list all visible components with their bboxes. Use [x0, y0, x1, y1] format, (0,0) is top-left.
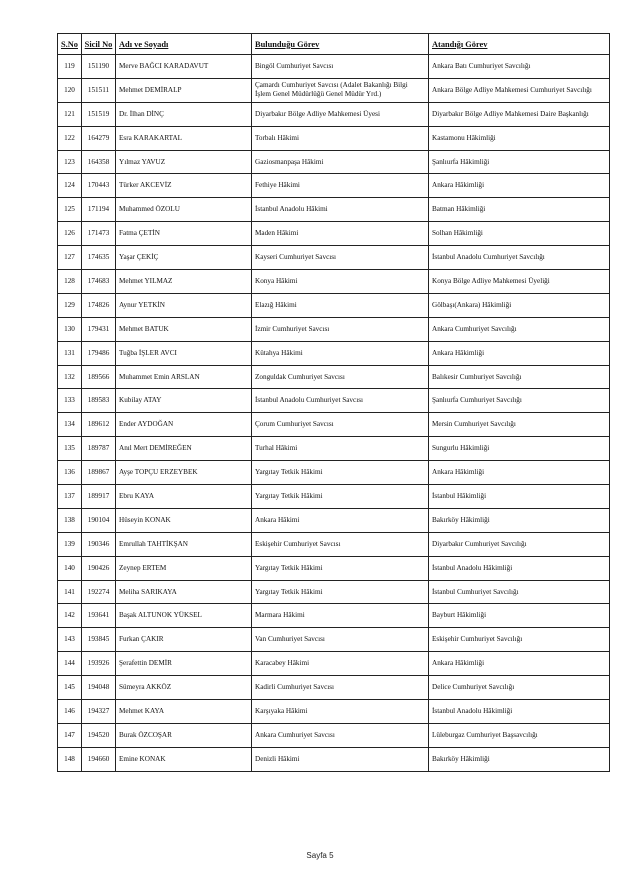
cell-sno: 134	[58, 413, 82, 437]
cell-assigned-post: İstanbul Anadolu Hâkimliği	[429, 700, 610, 724]
cell-current-post: Ankara Hâkimi	[252, 508, 429, 532]
table-row	[58, 293, 610, 317]
cell-assigned-post: Eskişehir Cumhuriyet Savcılığı	[429, 628, 610, 652]
table-row	[58, 365, 610, 389]
cell-current-post: Yargıtay Tetkik Hâkimi	[252, 485, 429, 509]
cell-name: Merve BAĞCI KARADAVUT	[116, 55, 252, 79]
cell-name: Ender AYDOĞAN	[116, 413, 252, 437]
cell-sno: 123	[58, 150, 82, 174]
cell-name: Yaşar ÇEKİÇ	[116, 246, 252, 270]
cell-sicil: 151511	[82, 78, 116, 102]
cell-sno: 147	[58, 723, 82, 747]
cell-current-post: Ankara Cumhuriyet Savcısı	[252, 723, 429, 747]
cell-sicil: 164279	[82, 126, 116, 150]
cell-current-post: Yargıtay Tetkik Hâkimi	[252, 580, 429, 604]
cell-sno: 145	[58, 676, 82, 700]
cell-name: Anıl Mert DEMİREĞEN	[116, 437, 252, 461]
cell-sicil: 194327	[82, 700, 116, 724]
table-body	[58, 55, 610, 772]
cell-sicil: 192274	[82, 580, 116, 604]
table-row	[58, 437, 610, 461]
cell-sno: 135	[58, 437, 82, 461]
cell-sno: 122	[58, 126, 82, 150]
cell-sno: 144	[58, 652, 82, 676]
table-row	[58, 174, 610, 198]
cell-sicil: 179486	[82, 341, 116, 365]
cell-name: Kubilay ATAY	[116, 389, 252, 413]
cell-current-post: Yargıtay Tetkik Hâkimi	[252, 461, 429, 485]
cell-current-post: Kadirli Cumhuriyet Savcısı	[252, 676, 429, 700]
cell-sicil: 193926	[82, 652, 116, 676]
cell-sno: 129	[58, 293, 82, 317]
cell-name: Fatma ÇETİN	[116, 222, 252, 246]
cell-assigned-post: Diyarbakır Cumhuriyet Savcılığı	[429, 532, 610, 556]
cell-name: Hüseyin KONAK	[116, 508, 252, 532]
cell-current-post: Çorum Cumhuriyet Savcısı	[252, 413, 429, 437]
cell-name: Ayşe TOPÇU ERZEYBEK	[116, 461, 252, 485]
table-row	[58, 485, 610, 509]
cell-sicil: 174635	[82, 246, 116, 270]
table-row	[58, 198, 610, 222]
cell-current-post: Çamardı Cumhuriyet Savcısı (Adalet Bakanlığı Bilgi İşlem Genel Müdürlüğü Genel Müdür Yrd.)	[252, 78, 429, 102]
cell-sicil: 194520	[82, 723, 116, 747]
cell-sno: 137	[58, 485, 82, 509]
cell-current-post: Karacabey Hâkimi	[252, 652, 429, 676]
cell-name: Mehmet KAYA	[116, 700, 252, 724]
cell-name: Zeynep ERTEM	[116, 556, 252, 580]
cell-sno: 127	[58, 246, 82, 270]
header-sicil: Sicil No	[82, 34, 116, 55]
cell-sicil: 189787	[82, 437, 116, 461]
cell-current-post: İzmir Cumhuriyet Savcısı	[252, 317, 429, 341]
table-row	[58, 747, 610, 771]
table-header-row	[58, 34, 610, 55]
table-row	[58, 222, 610, 246]
cell-sno: 128	[58, 270, 82, 294]
cell-assigned-post: Ankara Batı Cumhuriyet Savcılığı	[429, 55, 610, 79]
cell-current-post: İstanbul Anadolu Cumhuriyet Savcısı	[252, 389, 429, 413]
cell-sicil: 190346	[82, 532, 116, 556]
cell-sno: 126	[58, 222, 82, 246]
cell-assigned-post: Ankara Hâkimliği	[429, 341, 610, 365]
cell-name: Emine KONAK	[116, 747, 252, 771]
cell-sicil: 151190	[82, 55, 116, 79]
cell-sno: 136	[58, 461, 82, 485]
cell-name: Meliha SARIKAYA	[116, 580, 252, 604]
cell-assigned-post: Diyarbakır Bölge Adliye Mahkemesi Daire Başkanlığı	[429, 102, 610, 126]
cell-assigned-post: İstanbul Hâkimliği	[429, 485, 610, 509]
table-row	[58, 652, 610, 676]
table-row	[58, 676, 610, 700]
cell-current-post: Konya Hâkimi	[252, 270, 429, 294]
table-row	[58, 604, 610, 628]
cell-sno: 140	[58, 556, 82, 580]
table-row	[58, 580, 610, 604]
cell-sno: 131	[58, 341, 82, 365]
cell-sicil: 190426	[82, 556, 116, 580]
cell-current-post: Yargıtay Tetkik Hâkimi	[252, 556, 429, 580]
cell-sicil: 189612	[82, 413, 116, 437]
cell-current-post: Zonguldak Cumhuriyet Savcısı	[252, 365, 429, 389]
cell-current-post: Maden Hâkimi	[252, 222, 429, 246]
cell-sicil: 170443	[82, 174, 116, 198]
cell-current-post: Turhal Hâkimi	[252, 437, 429, 461]
cell-sicil: 174826	[82, 293, 116, 317]
table-row	[58, 556, 610, 580]
header-sno: S.No	[58, 34, 82, 55]
cell-sicil: 190104	[82, 508, 116, 532]
table-row	[58, 55, 610, 79]
cell-assigned-post: İstanbul Anadolu Cumhuriyet Savcılığı	[429, 246, 610, 270]
cell-name: Mehmet DEMİRALP	[116, 78, 252, 102]
cell-current-post: Gaziosmanpaşa Hâkimi	[252, 150, 429, 174]
cell-assigned-post: İstanbul Anadolu Hâkimliği	[429, 556, 610, 580]
cell-name: Aynur YETKİN	[116, 293, 252, 317]
cell-current-post: Bingöl Cumhuriyet Savcısı	[252, 55, 429, 79]
cell-current-post: Marmara Hâkimi	[252, 604, 429, 628]
cell-current-post: Fethiye Hâkimi	[252, 174, 429, 198]
cell-assigned-post: Gölbaşı(Ankara) Hâkimliği	[429, 293, 610, 317]
cell-sicil: 171194	[82, 198, 116, 222]
table-row	[58, 628, 610, 652]
table-row	[58, 78, 610, 102]
cell-sno: 133	[58, 389, 82, 413]
cell-current-post: Van Cumhuriyet Savcısı	[252, 628, 429, 652]
cell-sicil: 189867	[82, 461, 116, 485]
cell-assigned-post: Ankara Cumhuriyet Savcılığı	[429, 317, 610, 341]
header-current-post: Bulunduğu Görev	[252, 34, 429, 55]
cell-name: Mehmet YILMAZ	[116, 270, 252, 294]
cell-sno: 119	[58, 55, 82, 79]
cell-name: Muhammet Emin ARSLAN	[116, 365, 252, 389]
cell-sno: 120	[58, 78, 82, 102]
cell-current-post: Elazığ Hâkimi	[252, 293, 429, 317]
cell-sicil: 189917	[82, 485, 116, 509]
cell-assigned-post: Bakırköy Hâkimliği	[429, 747, 610, 771]
cell-name: Başak ALTUNOK YÜKSEL	[116, 604, 252, 628]
cell-sicil: 151519	[82, 102, 116, 126]
cell-sno: 125	[58, 198, 82, 222]
table-row	[58, 723, 610, 747]
cell-sno: 138	[58, 508, 82, 532]
table-row	[58, 700, 610, 724]
cell-assigned-post: Bakırköy Hâkimliği	[429, 508, 610, 532]
cell-assigned-post: Batman Hâkimliği	[429, 198, 610, 222]
cell-sicil: 189566	[82, 365, 116, 389]
cell-assigned-post: Şanlıurfa Hâkimliği	[429, 150, 610, 174]
cell-sno: 141	[58, 580, 82, 604]
cell-assigned-post: Şanlıurfa Cumhuriyet Savcılığı	[429, 389, 610, 413]
cell-current-post: Eskişehir Cumhuriyet Savcısı	[252, 532, 429, 556]
cell-name: Mehmet BATUK	[116, 317, 252, 341]
cell-sicil: 193845	[82, 628, 116, 652]
cell-sno: 143	[58, 628, 82, 652]
cell-assigned-post: Ankara Bölge Adliye Mahkemesi Cumhuriyet Savcılığı	[429, 78, 610, 102]
cell-assigned-post: İstanbul Cumhuriyet Savcılığı	[429, 580, 610, 604]
cell-current-post: Torbalı Hâkimi	[252, 126, 429, 150]
cell-name: Esra KARAKARTAL	[116, 126, 252, 150]
cell-name: Sümeyra AKKÖZ	[116, 676, 252, 700]
cell-current-post: Denizli Hâkimi	[252, 747, 429, 771]
cell-assigned-post: Ankara Hâkimliği	[429, 174, 610, 198]
table-row	[58, 270, 610, 294]
table-row	[58, 508, 610, 532]
cell-assigned-post: Delice Cumhuriyet Savcılığı	[429, 676, 610, 700]
cell-sicil: 194048	[82, 676, 116, 700]
header-name: Adı ve Soyadı	[116, 34, 252, 55]
cell-name: Muhammed ÖZOLU	[116, 198, 252, 222]
cell-assigned-post: Sungurlu Hâkimliği	[429, 437, 610, 461]
cell-current-post: Karşıyaka Hâkimi	[252, 700, 429, 724]
page-number: Sayfa 5	[306, 851, 334, 860]
cell-name: Furkan ÇAKIR	[116, 628, 252, 652]
cell-sno: 132	[58, 365, 82, 389]
cell-name: Yılmaz YAVUZ	[116, 150, 252, 174]
cell-name: Emrullah TAHTİKŞAN	[116, 532, 252, 556]
cell-assigned-post: Ankara Hâkimliği	[429, 652, 610, 676]
table-row	[58, 150, 610, 174]
header-assigned-post: Atandığı Görev	[429, 34, 610, 55]
cell-sicil: 194660	[82, 747, 116, 771]
cell-sno: 121	[58, 102, 82, 126]
cell-assigned-post: Kastamonu Hâkimliği	[429, 126, 610, 150]
cell-assigned-post: Konya Bölge Adliye Mahkemesi Üyeliği	[429, 270, 610, 294]
cell-assigned-post: Ankara Hâkimliği	[429, 461, 610, 485]
cell-assigned-post: Solhan Hâkimliği	[429, 222, 610, 246]
cell-current-post: Kayseri Cumhuriyet Savcısı	[252, 246, 429, 270]
table-row	[58, 532, 610, 556]
cell-sno: 130	[58, 317, 82, 341]
cell-current-post: Diyarbakır Bölge Adliye Mahkemesi Üyesi	[252, 102, 429, 126]
cell-name: Türker AKCEVİZ	[116, 174, 252, 198]
table-row	[58, 389, 610, 413]
cell-name: Tuğba İŞLER AVCI	[116, 341, 252, 365]
cell-sno: 146	[58, 700, 82, 724]
cell-sno: 142	[58, 604, 82, 628]
cell-assigned-post: Bayburt Hâkimliği	[429, 604, 610, 628]
table-row	[58, 317, 610, 341]
cell-sno: 139	[58, 532, 82, 556]
cell-sicil: 179431	[82, 317, 116, 341]
cell-current-post: Kütahya Hâkimi	[252, 341, 429, 365]
cell-name: Ebru KAYA	[116, 485, 252, 509]
table-row	[58, 461, 610, 485]
table-row	[58, 102, 610, 126]
appointment-table	[57, 33, 610, 772]
cell-current-post: İstanbul Anadolu Hâkimi	[252, 198, 429, 222]
table-row	[58, 246, 610, 270]
cell-sno: 148	[58, 747, 82, 771]
table-row	[58, 413, 610, 437]
cell-assigned-post: Mersin Cumhuriyet Savcılığı	[429, 413, 610, 437]
cell-name: Şerafettin DEMİR	[116, 652, 252, 676]
cell-name: Dr. İlhan DİNÇ	[116, 102, 252, 126]
cell-name: Burak ÖZCOŞAR	[116, 723, 252, 747]
cell-sicil: 174683	[82, 270, 116, 294]
cell-sicil: 171473	[82, 222, 116, 246]
cell-sno: 124	[58, 174, 82, 198]
cell-assigned-post: Lüleburgaz Cumhuriyet Başsavcılığı	[429, 723, 610, 747]
cell-assigned-post: Balıkesir Cumhuriyet Savcılığı	[429, 365, 610, 389]
cell-sicil: 193641	[82, 604, 116, 628]
table-row	[58, 341, 610, 365]
table-row	[58, 126, 610, 150]
cell-sicil: 189583	[82, 389, 116, 413]
cell-sicil: 164358	[82, 150, 116, 174]
